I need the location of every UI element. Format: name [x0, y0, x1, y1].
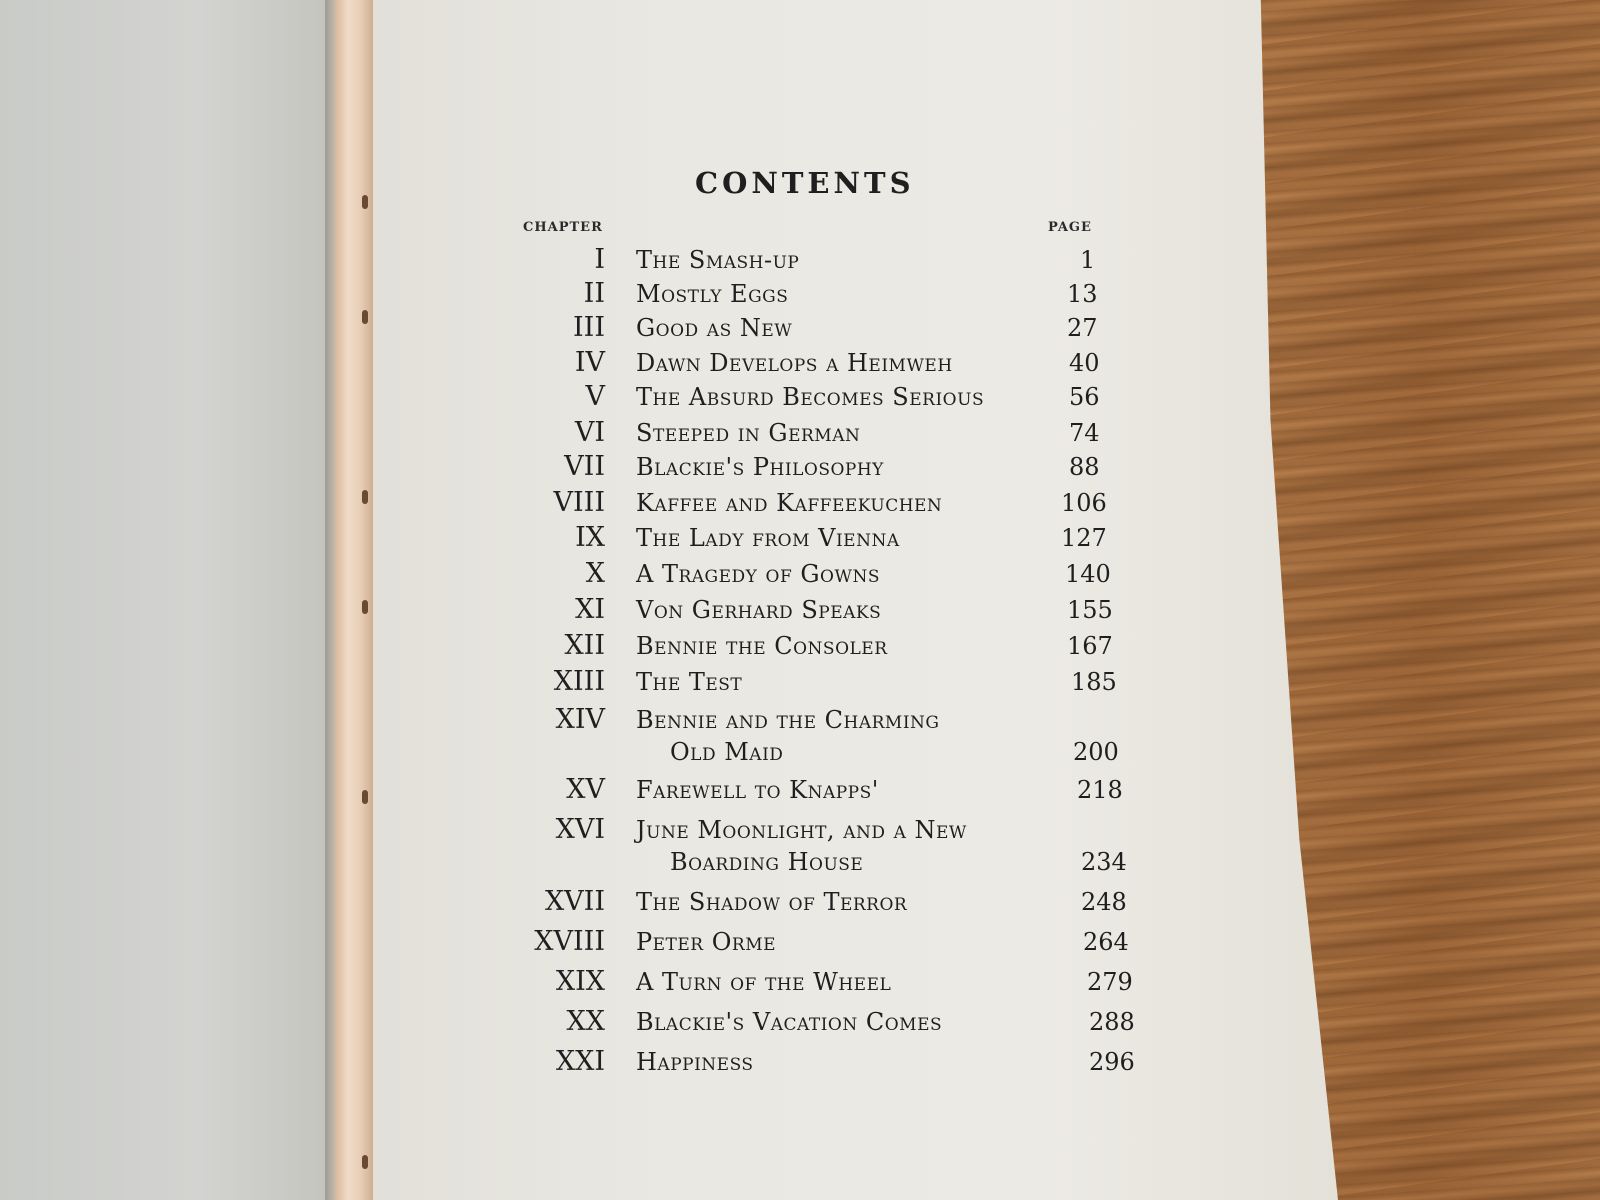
page-number: 56 — [1069, 383, 1100, 411]
chapter-title: Bennie the Consoler — [636, 632, 888, 660]
page-column-label: PAGE — [1048, 220, 1092, 235]
chapter-number: VII — [564, 451, 605, 482]
chapter-number: V — [585, 381, 605, 412]
chapter-title: Dawn Develops a Heimweh — [636, 349, 953, 377]
chapter-column-label: CHAPTER — [523, 220, 603, 235]
page-number: 288 — [1089, 1008, 1135, 1036]
page-number: 155 — [1067, 596, 1113, 624]
chapter-number: XI — [575, 594, 605, 625]
chapter-title: June Moonlight, and a New — [636, 816, 967, 844]
chapter-number: XX — [566, 1006, 605, 1037]
page-number: 167 — [1067, 632, 1113, 660]
page-number: 264 — [1083, 928, 1129, 956]
page-number: 218 — [1077, 776, 1123, 804]
page-number: 279 — [1087, 968, 1133, 996]
page-number: 88 — [1069, 453, 1100, 481]
page-number: 140 — [1065, 560, 1111, 588]
chapter-number: XIII — [553, 666, 605, 697]
chapter-title: Von Gerhard Speaks — [636, 596, 882, 624]
chapter-number: II — [583, 278, 605, 309]
chapter-title: A Turn of the Wheel — [636, 968, 892, 996]
chapter-title: Farewell to Knapps' — [636, 776, 879, 804]
page-number: 248 — [1081, 888, 1127, 916]
chapter-number: XVI — [555, 814, 605, 845]
page-number: 1 — [1080, 246, 1096, 274]
page-number: 106 — [1061, 489, 1107, 517]
chapter-number: VI — [574, 417, 605, 448]
page-number: 127 — [1061, 524, 1107, 552]
page-number: 74 — [1069, 419, 1100, 447]
chapter-title: Kaffee and Kaffeekuchen — [636, 489, 943, 517]
page-title: CONTENTS — [695, 166, 915, 200]
chapter-number: X — [585, 558, 605, 589]
chapter-number: VIII — [553, 487, 605, 518]
chapter-number: XIX — [555, 966, 605, 997]
chapter-title: Bennie and the Charming — [636, 706, 940, 734]
chapter-number: XII — [564, 630, 605, 661]
chapter-title: The Lady from Vienna — [636, 524, 900, 552]
chapter-number: XIV — [555, 704, 605, 735]
chapter-title: Blackie's Vacation Comes — [636, 1008, 943, 1036]
chapter-number: XXI — [555, 1046, 605, 1077]
page-number: 296 — [1089, 1048, 1135, 1076]
chapter-number: IV — [574, 347, 605, 378]
chapter-number: XVII — [544, 886, 605, 917]
chapter-number: I — [594, 244, 605, 275]
chapter-title: The Smash-up — [636, 246, 800, 274]
page-number: 234 — [1081, 848, 1127, 876]
chapter-number: XV — [566, 774, 605, 805]
page-number: 13 — [1067, 280, 1098, 308]
page-number: 200 — [1073, 738, 1119, 766]
chapter-title: The Test — [636, 668, 743, 696]
chapter-title: Happiness — [636, 1048, 754, 1076]
chapter-title: The Shadow of Terror — [636, 888, 908, 916]
page-number: 185 — [1071, 668, 1117, 696]
chapter-number: XVIII — [534, 926, 605, 957]
chapter-title: A Tragedy of Gowns — [636, 560, 880, 588]
chapter-title: Blackie's Philosophy — [636, 453, 884, 481]
chapter-title: Steeped in German — [636, 419, 861, 447]
chapter-number: III — [573, 312, 605, 343]
chapter-title-continued: Boarding House — [670, 848, 864, 876]
page-number: 27 — [1067, 314, 1098, 342]
chapter-title-continued: Old Maid — [670, 738, 784, 766]
chapter-title: Peter Orme — [636, 928, 777, 956]
page-number: 40 — [1069, 349, 1100, 377]
chapter-title: Good as New — [636, 314, 793, 342]
chapter-title: The Absurd Becomes Serious — [636, 383, 985, 411]
chapter-title: Mostly Eggs — [636, 280, 789, 308]
chapter-number: IX — [575, 522, 605, 553]
